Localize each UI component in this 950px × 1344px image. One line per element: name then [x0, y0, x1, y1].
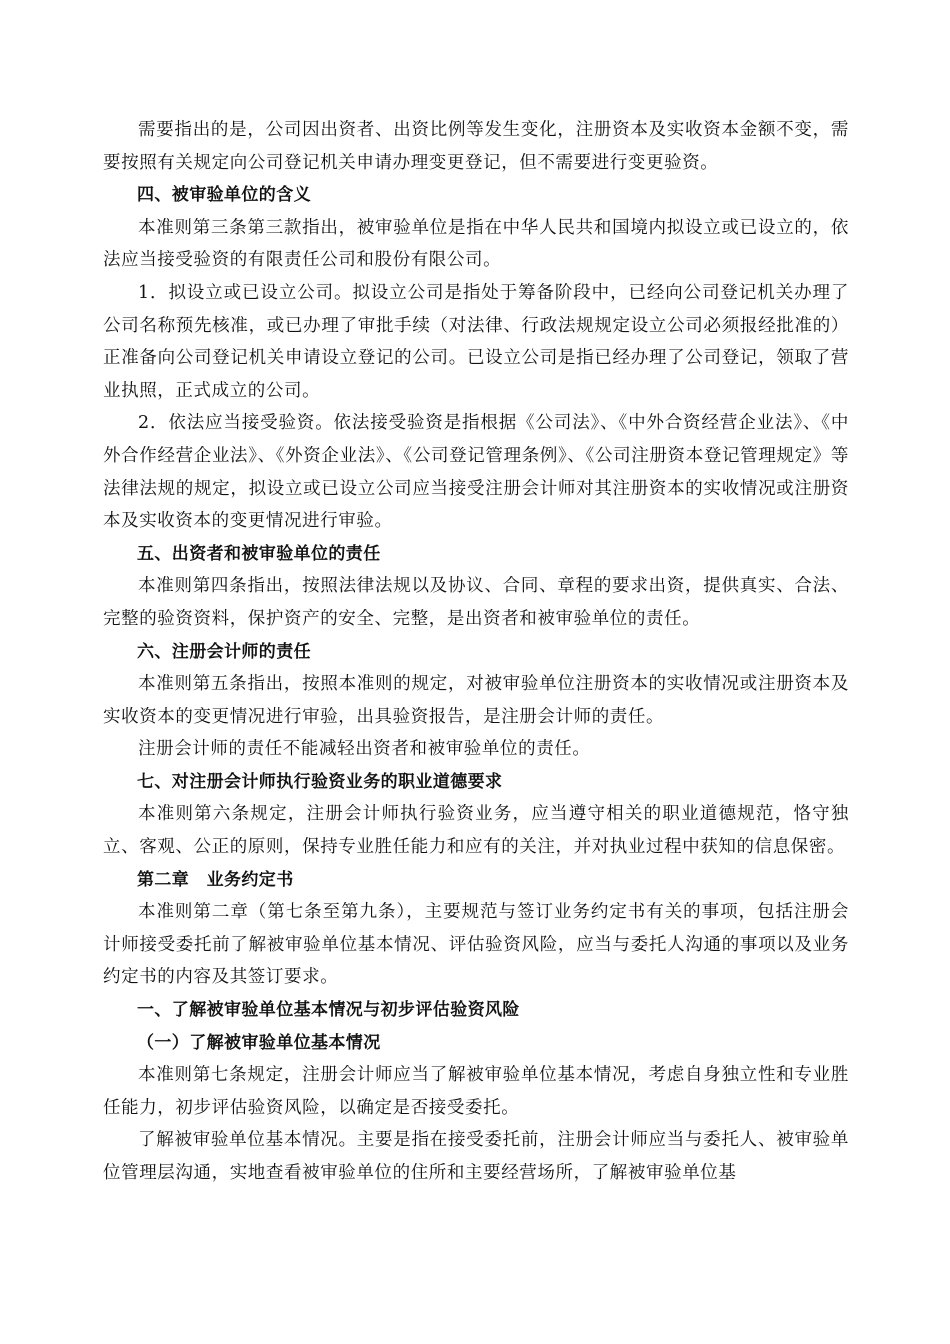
- paragraph: 本准则第五条指出，按照本准则的规定，对被审验单位注册资本的实收情况或注册资本及实收资本的变更情况进行审验，出具验资报告，是注册会计师的责任。: [103, 674, 849, 727]
- section-heading: 五、出资者和被审验单位的责任: [137, 543, 381, 564]
- paragraph: 本准则第六条规定，注册会计师执行验资业务，应当遵守相关的职业道德规范，恪守独立、客观、公正的原则，保持专业胜任能力和应有的关注，并对执业过程中获知的信息保密。: [103, 804, 849, 858]
- paragraph: 需要指出的是，公司因出资者、出资比例等发生变化，注册资本及实收资本金额不变，需要按照有关规定向公司登记机关申请办理变更登记，但不需要进行变更验资。: [103, 120, 849, 173]
- paragraph: 注册会计师的责任不能减轻出资者和被审验单位的责任。: [138, 739, 591, 760]
- paragraph: 本准则第四条指出，按照法律法规以及协议、合同、章程的要求出资，提供真实、合法、完整的验资资料，保护资产的安全、完整，是出资者和被审验单位的责任。: [103, 576, 849, 629]
- paragraph: 本准则第二章（第七条至第九条），主要规范与签订业务约定书有关的事项，包括注册会计师接受委托前了解被审验单位基本情况、评估验资风险，应当与委托人沟通的事项以及业务约定书的内容及其签订要求。: [103, 902, 849, 988]
- paragraph: 1．拟设立或已设立公司。拟设立公司是指处于筹备阶段中，已经向公司登记机关办理了公司名称预先核准，或已办理了审批手续（对法律、行政法规规定设立公司必须报经批准的）正准备向公司登记机关申请设立登记的公司。已设立公司是指已经办理了公司登记，领取了营业执照，正式成立的公司。: [103, 282, 849, 401]
- paragraph: 本准则第七条规定，注册会计师应当了解被审验单位基本情况，考虑自身独立性和专业胜任能力，初步评估验资风险，以确定是否接受委托。: [103, 1065, 849, 1118]
- subsection-heading: （一）了解被审验单位基本情况: [137, 1032, 381, 1053]
- paragraph: 了解被审验单位基本情况。主要是指在接受委托前，注册会计师应当与委托人、被审验单位管理层沟通，实地查看被审验单位的住所和主要经营场所，了解被审验单位基: [103, 1130, 849, 1183]
- chapter-heading: 第二章 业务约定书: [137, 869, 294, 890]
- paragraph: 2．依法应当接受验资。依法接受验资是指根据《公司法》、《中外合资经营企业法》、《中外合作经营企业法》、《外资企业法》、《公司登记管理条例》、《公司注册资本登记管理规定》等法律法规的规定，拟设立或已设立公司应当接受注册会计师对其注册资本的实收情况或注册资本及实收资本的变更情况进行审验。: [103, 413, 849, 532]
- section-heading: 四、被审验单位的含义: [137, 185, 311, 206]
- section-heading: 七、对注册会计师执行验资业务的职业道德要求: [137, 771, 503, 792]
- document-page: [103, 114, 849, 1190]
- section-heading: 一、了解被审验单位基本情况与初步评估验资风险: [137, 1000, 520, 1021]
- section-heading: 六、注册会计师的责任: [137, 641, 311, 662]
- paragraph: 本准则第三条第三款指出，被审验单位是指在中华人民共和国境内拟设立或已设立的，依法应当接受验资的有限责任公司和股份有限公司。: [103, 217, 849, 271]
